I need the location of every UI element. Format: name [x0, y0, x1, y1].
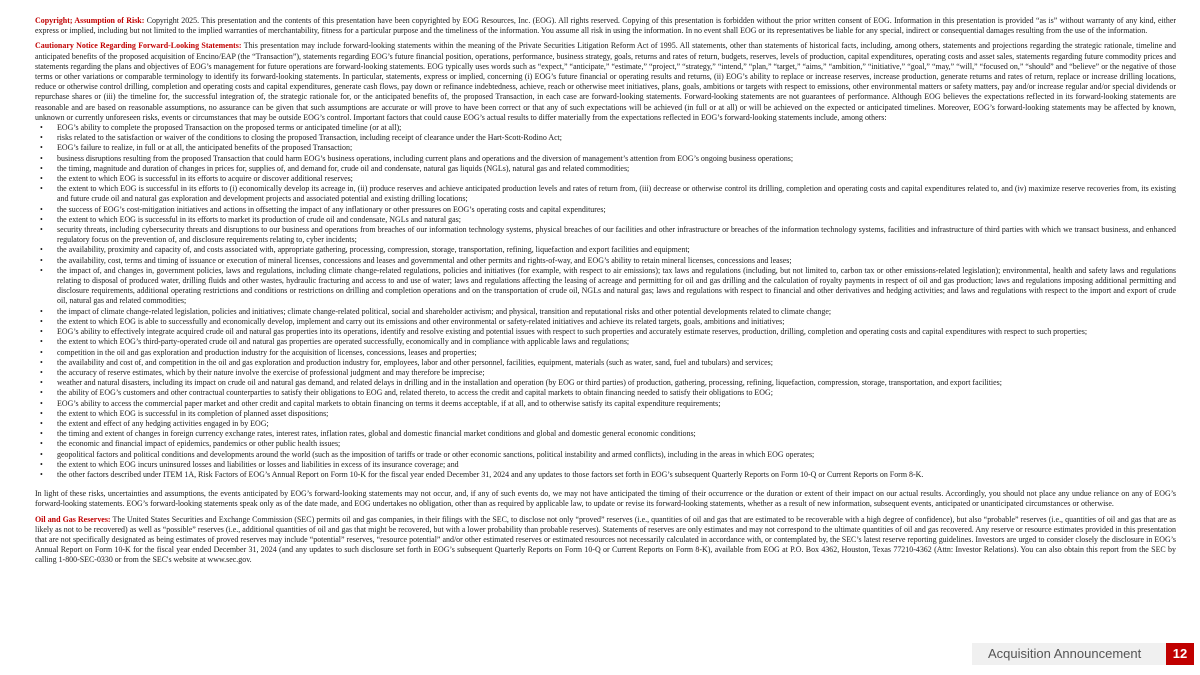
bullet-icon: • [40, 265, 43, 275]
bullet-icon: • [40, 347, 43, 357]
list-item [35, 133, 1176, 143]
list-item [35, 429, 1176, 439]
list-item [35, 348, 1176, 358]
bullet-icon: • [40, 418, 43, 428]
bullet-icon: • [40, 316, 43, 326]
list-item-text: the other factors described under ITEM 1A, Risk Factors of EOG’s Annual Report on Form 10-K for the fiscal year ended December 31, 2024 and any updates to those factors set forth in EOG’s subsequent Quarterly Reports on Form 10-Q or Current Reports on Form 8-K. [57, 469, 924, 479]
reserves-paragraph [35, 515, 1176, 566]
copyright-paragraph [35, 16, 1176, 36]
list-item [35, 307, 1176, 317]
cautionary-heading: Cautionary Notice Regarding Forward-Looking Statements: [35, 41, 242, 51]
list-item [35, 184, 1176, 204]
bullet-icon: • [40, 429, 43, 439]
list-item-text: the ability of EOG’s customers and other contractual counterparties to satisfy their obligations to EOG and, related thereto, to access the credit and capital markets to obtain financing needed to satisfy their obligations to EOG; [57, 388, 773, 398]
list-item-text: EOG’s ability to complete the proposed Transaction on the proposed terms or anticipated timeline (or at all); [57, 123, 402, 133]
copyright-text: Copyright 2025. This presentation and the contents of this presentation have been copyrighted by EOG Resources, Inc. (EOG). All rights reserved. Copying of this presentation is forbidden without the prior written consent of EOG. Information in this presentation is provided “as is” without warranty of any kind, either express or implied, including but not limited to the implied warranties of merchantability, fitness for a particular purpose and the timeliness of the information. You assume all risk in using the information. In no event shall EOG or its representatives be liable for any special, indirect or consequential damages resulting from the use of the information. [35, 16, 1177, 36]
reserves-text: The United States Securities and Exchange Commission (SEC) permits oil and gas companies, in their filings with the SEC, to disclose not only “proved” reserves (i.e., quantities of oil and gas that are estimated to be recoverable with a high degree of confidence), but also “probable” reserves (i.e., quantities of oil and gas that are as likely as not to be recovered) as well as “possible” reserves (i.e., additional quantities of oil and gas that might be recovered, but with a lower probability than probable reserves). Statements of reserves are only estimates and may not correspond to the ultimate quantities of oil and gas recovered. Any reserve or resource estimates provided in this presentation that are not specifically designated as being estimates of proved reserves may include “potential” reserves, “resource potential” and/or other estimated reserves or estimated resources not necessarily calculated in accordance with, or contemplated by, the SEC’s latest reserve reporting guidelines. Investors are urged to consider closely the disclosure in EOG’s Annual Report on Form 10-K for the fiscal year ended December 31, 2024 (and any updates to such disclosure set forth in EOG’s subsequent Quarterly Reports on Form 10-Q or Current Reports on Form 8-K), available from EOG at P.O. Box 4362, Houston, Texas 77210-4362 (Attn: Investor Relations). You can also obtain this report from the SEC by calling 1-800-SEC-0330 or from the SEC's website at www.sec.gov. [35, 514, 1176, 565]
list-item-text: weather and natural disasters, including its impact on crude oil and natural gas demand, and related delays in drilling and in the installation and operation (by EOG or third parties) of production, gathering, processing, refining, liquefaction, compression, storage, transportation, and export facilities; [57, 378, 1002, 388]
list-item [35, 225, 1176, 245]
bullet-icon: • [40, 133, 43, 143]
list-item-text: the extent to which EOG is successful in its completion of planned asset dispositions; [57, 408, 329, 418]
list-item-text: EOG’s ability to access the commercial paper market and other credit and capital markets to obtain financing on terms it deems acceptable, if at all, and to otherwise satisfy its capital expenditure requirements; [57, 398, 721, 408]
bullet-icon: • [40, 449, 43, 459]
bullet-icon: • [40, 306, 43, 316]
list-item [35, 460, 1176, 470]
closing-paragraph: In light of these risks, uncertainties and assumptions, the events anticipated by EOG’s forward-looking statements may not occur, and, if any of such events do, we may not have anticipated the timing of their occurrence or the duration or extent of their impact on our actual results. Accordingly, you should not place any undue reliance on any of EOG’s forward-looking statements. EOG’s forward-looking statements speak only as of the date made, and EOG undertakes no obligation, other than as required by applicable law, to update or revise its forward-looking statements, whether as a result of new information, subsequent events, anticipated or unanticipated circumstances or otherwise. [35, 489, 1176, 509]
bullet-icon: • [40, 439, 43, 449]
bullet-icon: • [40, 408, 43, 418]
bullet-icon: • [40, 327, 43, 337]
list-item [35, 164, 1176, 174]
list-item [35, 337, 1176, 347]
list-item-text: the timing and extent of changes in foreign currency exchange rates, interest rates, inflation rates, global and domestic financial market conditions and global and domestic general economic conditions; [57, 429, 696, 439]
list-item-text: EOG’s failure to realize, in full or at all, the anticipated benefits of the proposed Transaction; [57, 143, 353, 153]
list-item-text: the extent to which EOG is successful in its efforts to acquire or discover additional reserves; [57, 174, 353, 184]
list-item [35, 245, 1176, 255]
list-item-text: the accuracy of reserve estimates, which by their nature involve the exercise of professional judgment and may therefore be imprecise; [57, 367, 485, 377]
bullet-icon: • [40, 337, 43, 347]
list-item [35, 419, 1176, 429]
list-item [35, 368, 1176, 378]
list-item-text: business disruptions resulting from the proposed Transaction that could harm EOG’s business operations, including current plans and operations and the diversion of management’s attention from EOG’s ongoing business operations; [57, 153, 794, 163]
list-item [35, 399, 1176, 409]
bullet-icon: • [40, 204, 43, 214]
list-item-text: security threats, including cybersecurity threats and disruptions to our business and operations from breaches of our information technology systems, physical breaches of our facilities and other infrastructure or breaches of the information technology systems, facilities and infrastructure of third parties with which we transact business, and enhanced regulatory focus on the prevention of, and disclosure requirements relating to, cyber incidents; [57, 225, 1176, 245]
list-item-text: the extent to which EOG incurs uninsured losses and liabilities or losses and liabilities in excess of its insurance coverage; and [57, 459, 459, 469]
list-item-text: risks related to the satisfaction or waiver of the conditions to closing the proposed Transaction, including receipt of clearance under the Hart-Scott-Rodino Act; [57, 133, 562, 143]
copyright-heading: Copyright; Assumption of Risk: [35, 16, 145, 25]
bullet-icon: • [40, 357, 43, 367]
cautionary-paragraph [35, 41, 1176, 123]
bullet-icon: • [40, 469, 43, 479]
list-item [35, 358, 1176, 368]
list-item-text: the timing, magnitude and duration of changes in prices for, supplies of, and demand for, crude oil and condensate, natural gas liquids (NGLs), natural gas and related commodities; [57, 163, 630, 173]
list-item [35, 205, 1176, 215]
list-item-text: the availability and cost of, and competition in the oil and gas exploration and production industry for, employees, labor and other personnel, facilities, equipment, materials (such as water, sand, fuel and tubulars) and services; [57, 357, 773, 367]
list-item-text: the impact of climate change-related legislation, policies and initiatives; climate change-related political, social and shareholder activism; and physical, transition and reputational risks and other potential developments related to climate change; [57, 306, 832, 316]
list-item [35, 470, 1176, 480]
list-item-text: the impact of, and changes in, government policies, laws and regulations, including climate change-related regulations, policies and initiatives (for example, with respect to air emissions); tax laws and regulations (including, but not limited to, carbon tax or other emissions-related legislation); environmental, health and safety laws and regulations relating to disposal of produced water, drilling fluids and other wastes, hydraulic fracturing and access to and use of water; laws and regulations affecting the leasing of acreage and permitting for oil and gas drilling and the calculation of royalty payments in respect of oil and gas production; laws and regulations imposing additional permitting and disclosure requirements, additional operating restrictions and conditions or restrictions on drilling and completion operations and on the transportation of crude oil, NGLs and natural gas; laws and regulations with respect to financial and other derivatives and hedging activities; and laws and regulations with respect to the import and export of crude oil, natural gas and related commodities; [57, 265, 1176, 306]
bullet-icon: • [40, 245, 43, 255]
list-item [35, 143, 1176, 153]
list-item [35, 409, 1176, 419]
list-item-text: the extent and effect of any hedging activities engaged in by EOG; [57, 418, 269, 428]
bullet-icon: • [40, 255, 43, 265]
cautionary-text: This presentation may include forward-looking statements within the meaning of the Private Securities Litigation Reform Act of 1995. All statements, other than statements of historical facts, including, among others, statements and projections regarding the strategic rationale, timeline and anticipated benefits of the proposed acquisition of Encino/EAP (the “Transaction”), statements regarding EOG’s future financial position, operations, performance, business strategy, goals, returns and rates of return, budgets, reserves, levels of production, capital expenditures, operating costs and asset sales, statements regarding future commodity prices and statements regarding the plans and objectives of EOG’s management for future operations are forward-looking statements. EOG typically uses words such as “expect,” “anticipate,” “estimate,” “project,” “strategy,” “intend,” “plan,” “target,” “aims,” “ambition,” “initiative,” “goal,” “may,” “will,” “focused on,” “should” and “believe” or the negative of those terms or other variations or comparable terminology to identify its forward-looking statements. In particular, statements, express or implied, concerning (i) EOG’s future financial or operating results and returns, (ii) EOG’s ability to replace or increase reserves, increase production, generate returns and rates of return, replace or increase drilling locations, reduce or otherwise control drilling, completion and operating costs and capital expenditures, generate cash flows, pay down or refinance indebtedness, achieve, reach or otherwise meet initiatives, plans, goals, ambitions or targets with respect to emissions, other environmental matters or safety matters, pay and/or increase regular and/or special dividends or repurchase shares or (iii) the timeline for, the successful integration of, the strategic rationale for, or the anticipated benefits of, the proposed Transaction, in each case are forward-looking statements. Forward-looking statements are not guarantees of performance. Although EOG believes the expectations reflected in its forward-looking statements are reasonable and are based on reasonable assumptions, no assurance can be given that such assumptions are accurate or will prove to have been correct or that any of such expectations will be achieved (in full or at all) or will be achieved on the expected or anticipated timelines. Moreover, EOG’s forward-looking statements may be affected by known, unknown or currently unforeseen risks, events or circumstances that may be outside EOG’s control. Important factors that could cause EOG’s actual results to differ materially from the expectations reflected in EOG’s forward-looking statements include, among others: [35, 41, 1176, 122]
bullet-icon: • [40, 459, 43, 469]
reserves-heading: Oil and Gas Reserves: [35, 514, 111, 524]
list-item [35, 266, 1176, 307]
list-item-text: geopolitical factors and political conditions and developments around the world (such as the imposition of tariffs or trade or other economic sanctions, political instability and armed conflicts), including in the areas in which EOG operates; [57, 449, 815, 459]
list-item-text: competition in the oil and gas exploration and production industry for the acquisition of licenses, concessions, leases and properties; [57, 347, 477, 357]
bullet-icon: • [40, 184, 43, 194]
disclaimer-slide [35, 16, 1176, 566]
bullet-icon: • [40, 388, 43, 398]
bullet-icon: • [40, 174, 43, 184]
bullet-icon: • [40, 163, 43, 173]
bullet-icon: • [40, 123, 43, 133]
list-item [35, 215, 1176, 225]
list-item-text: the extent to which EOG is able to successfully and economically develop, implement and carry out its emissions and other environmental or safety-related initiatives and achieve its related targets, goals, ambitions and initiatives; [57, 316, 785, 326]
list-item [35, 327, 1176, 337]
list-item-text: the extent to which EOG’s third-party-operated crude oil and natural gas properties are operated successfully, economically and in compliance with applicable laws and regulations; [57, 337, 630, 347]
bullet-icon: • [40, 367, 43, 377]
bullet-icon: • [40, 398, 43, 408]
list-item [35, 154, 1176, 164]
list-item-text: the extent to which EOG is successful in its efforts to (i) economically develop its acreage in, (ii) produce reserves and achieve anticipated production levels and rates of return from, (iii) decrease or otherwise control its drilling, completion and operating costs and capital expenditures related to, and (iv) maximize reserve recoveries from, its existing and future crude oil and natural gas exploration and development projects and associated potential and existing drilling locations; [57, 184, 1176, 204]
list-item [35, 378, 1176, 388]
risk-factors-list [35, 123, 1176, 480]
list-item-text: the economic and financial impact of epidemics, pandemics or other public health issues; [57, 439, 341, 449]
list-item-text: the availability, cost, terms and timing of issuance or execution of mineral licenses, concessions and leases and governmental and other permits and rights-of-way, and EOG’s ability to retain mineral licenses, concessions and leases; [57, 255, 792, 265]
bullet-icon: • [40, 225, 43, 235]
bullet-icon: • [40, 143, 43, 153]
list-item [35, 256, 1176, 266]
list-item [35, 317, 1176, 327]
list-item [35, 439, 1176, 449]
footer-label: Acquisition Announcement [988, 646, 1142, 661]
bullet-icon: • [40, 214, 43, 224]
list-item-text: EOG’s ability to effectively integrate acquired crude oil and natural gas properties into its operations, identify and resolve existing and potential issues with respect to such properties and accurately estimate reserves, production, drilling, completion and operating costs and capital expenditures with respect to such properties; [57, 327, 1088, 337]
list-item-text: the success of EOG’s cost-mitigation initiatives and actions in offsetting the impact of any inflationary or other pressures on EOG’s operating costs and capital expenditures; [57, 204, 606, 214]
list-item [35, 123, 1176, 133]
list-item [35, 450, 1176, 460]
list-item-text: the availability, proximity and capacity of, and costs associated with, appropriate gathering, processing, compression, storage, transportation, refining, liquefaction and export facilities and equipment; [57, 245, 690, 255]
bullet-icon: • [40, 378, 43, 388]
page-number: 12 [1166, 643, 1194, 665]
list-item [35, 388, 1176, 398]
bullet-icon: • [40, 153, 43, 163]
list-item-text: the extent to which EOG is successful in its efforts to market its production of crude oil and condensate, NGLs and natural gas; [57, 214, 461, 224]
list-item [35, 174, 1176, 184]
